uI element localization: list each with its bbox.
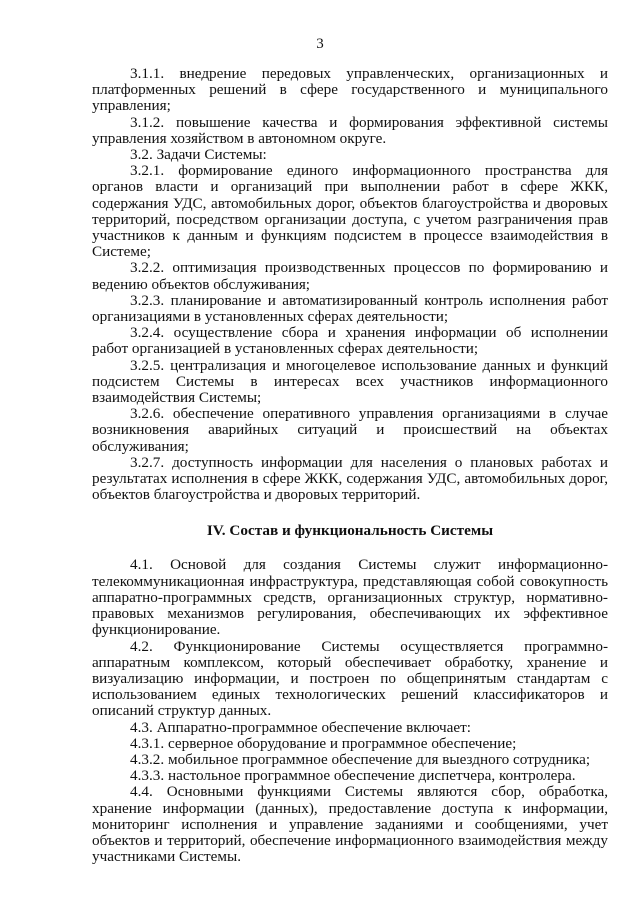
paragraph-4-3-1: 4.3.1. серверное оборудование и программное обеспечение;: [130, 734, 517, 752]
paragraph-3-2-6: 3.2.6. обеспечение оперативного управления организациями в случае возникновения аварийных ситуаций и происшествий на объектах обслуживания;: [92, 405, 608, 455]
paragraph-4-3-2: 4.3.2. мобильное программное обеспечение для выездного сотрудника;: [130, 750, 591, 768]
paragraph-3-1-2: 3.1.2. повышение качества и формирования эффективной системы управления хозяйством в автономном округе.: [92, 113, 608, 147]
document-body: [92, 66, 608, 865]
paragraph-3-2-3: 3.2.3. планирование и автоматизированный контроль исполнения работ организациями в установленных сферах деятельности;: [92, 291, 608, 326]
paragraph-4-4: 4.4. Основными функциями Системы являются сбор, обработка, хранение информации (данных), предоставление доступа к информации, мониторинг исполнения и управление заданиями и сообщениями, учет объектов и территорий, обеспечение информационного взаимодействия между участниками Системы.: [92, 783, 608, 866]
section-4-heading: IV. Состав и функциональность Системы: [206, 522, 494, 540]
paragraph-3-2-5: 3.2.5. централизация и многоцелевое использование данных и функций подсистем Системы в интересах всех участников информационного взаимодействия Системы;: [92, 356, 608, 407]
paragraph-3-2-1: 3.2.1. формирование единого информационного пространства для органов власти и организаций при выполнении работ в сфере ЖКК, содержания УДС, автомобильных дорог, объектов благоустройства и дворовых территорий, посредством организации доступа, с учетом разграничения прав участников к данным и функциям подсистем в процессе взаимодействия в Системе;: [92, 162, 608, 261]
paragraph-4-2: 4.2. Функционирование Системы осуществляется программно-аппаратным комплексом, который обеспечивает обработку, хранение и визуализацию информации, и построен по общепринятым стандартам с использованием единых технологических решений классификаторов и описаний структур данных.: [92, 637, 608, 720]
paragraph-3-2-7: 3.2.7. доступность информации для населения о плановых работах и результатах исполнения в сфере ЖКК, содержания УДС, автомобильных дорог, объектов благоустройства и дворовых территорий.: [92, 453, 608, 504]
page-number: 3: [316, 36, 324, 52]
paragraph-4-3-3: 4.3.3. настольное программное обеспечение диспетчера, контролера.: [130, 767, 576, 785]
section-4-composition: [92, 557, 608, 865]
paragraph-3-2-4: 3.2.4. осуществление сбора и хранения информации об исполнении работ организацией в установленных сферах деятельности;: [92, 324, 608, 358]
paragraph-3-2-2: 3.2.2. оптимизация производственных процессов по формированию и ведению объектов обслуживания;: [92, 259, 608, 293]
section-3-goals-and-tasks: [92, 66, 608, 503]
paragraph-4-1: 4.1. Основой для создания Системы служит информационно-телекоммуникационная инфраструктура, представляющая собой совокупность аппаратно-программных средств, организационных структур, нормативно-правовых механизмов регулирования, обеспечивающих их эффективное функционирование.: [92, 556, 608, 639]
paragraph-4-3: 4.3. Аппаратно-программное обеспечение включает:: [130, 718, 471, 736]
paragraph-3-1-1: 3.1.1. внедрение передовых управленческих, организационных и платформенных решений в сфере государственного и муниципального управления;: [92, 65, 608, 115]
paragraph-3-2: 3.2. Задачи Системы:: [130, 146, 267, 164]
